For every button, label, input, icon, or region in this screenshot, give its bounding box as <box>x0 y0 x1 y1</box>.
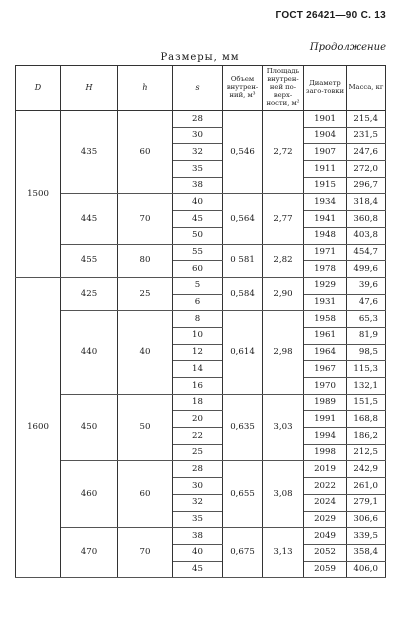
cell-mass: 318,4 <box>347 194 386 211</box>
cell-blank-diameter: 2059 <box>304 561 347 578</box>
cell-s: 40 <box>173 544 223 561</box>
cell-s: 5 <box>173 277 223 294</box>
cell-s: 35 <box>173 511 223 528</box>
cell-mass: 168,8 <box>347 411 386 428</box>
cell-blank-diameter: 1904 <box>304 127 347 144</box>
cell-mass: 296,7 <box>347 177 386 194</box>
cell-s: 30 <box>173 478 223 495</box>
cell-mass: 339,5 <box>347 528 386 545</box>
cell-mass: 360,8 <box>347 211 386 228</box>
col-header-mass: Масса, кг <box>347 66 386 111</box>
cell-h-flange: 60 <box>118 461 173 528</box>
cell-s: 12 <box>173 344 223 361</box>
cell-blank-diameter: 1978 <box>304 261 347 278</box>
cell-mass: 247,6 <box>347 144 386 161</box>
col-header-volume: Объем внутрен-ний, м³ <box>223 66 263 111</box>
cell-volume: 0,564 <box>223 194 263 244</box>
cell-area: 2,82 <box>263 244 304 277</box>
cell-h-flange: 70 <box>118 528 173 578</box>
cell-h-total: 455 <box>61 244 118 277</box>
cell-blank-diameter: 1901 <box>304 111 347 128</box>
cell-mass: 115,3 <box>347 361 386 378</box>
cell-blank-diameter: 2029 <box>304 511 347 528</box>
cell-mass: 499,6 <box>347 261 386 278</box>
table-row <box>16 394 386 411</box>
cell-blank-diameter: 1911 <box>304 161 347 178</box>
cell-h-total: 425 <box>61 277 118 310</box>
cell-s: 45 <box>173 561 223 578</box>
cell-mass: 39,6 <box>347 277 386 294</box>
cell-area: 2,98 <box>263 311 304 394</box>
cell-d: 1600 <box>16 277 61 577</box>
table-row <box>16 111 386 128</box>
cell-area: 2,77 <box>263 194 304 244</box>
table-row <box>16 461 386 478</box>
cell-s: 22 <box>173 428 223 445</box>
cell-volume: 0,635 <box>223 394 263 461</box>
cell-blank-diameter: 1929 <box>304 277 347 294</box>
cell-blank-diameter: 1989 <box>304 394 347 411</box>
cell-s: 38 <box>173 528 223 545</box>
cell-blank-diameter: 1970 <box>304 378 347 395</box>
cell-h-flange: 80 <box>118 244 173 277</box>
cell-volume: 0 581 <box>223 244 263 277</box>
cell-s: 38 <box>173 177 223 194</box>
cell-blank-diameter: 1964 <box>304 344 347 361</box>
cell-mass: 151,5 <box>347 394 386 411</box>
cell-s: 30 <box>173 127 223 144</box>
cell-h-total: 440 <box>61 311 118 394</box>
cell-blank-diameter: 2049 <box>304 528 347 545</box>
cell-blank-diameter: 1961 <box>304 327 347 344</box>
cell-blank-diameter: 1931 <box>304 294 347 311</box>
cell-volume: 0,614 <box>223 311 263 394</box>
cell-s: 6 <box>173 294 223 311</box>
cell-area: 2,72 <box>263 111 304 194</box>
cell-s: 45 <box>173 211 223 228</box>
cell-s: 14 <box>173 361 223 378</box>
cell-s: 35 <box>173 161 223 178</box>
table-row <box>16 244 386 261</box>
cell-blank-diameter: 2022 <box>304 478 347 495</box>
cell-h-total: 445 <box>61 194 118 244</box>
cell-mass: 215,4 <box>347 111 386 128</box>
table-row <box>16 311 386 328</box>
cell-mass: 261,0 <box>347 478 386 495</box>
cell-d: 1500 <box>16 111 61 278</box>
cell-s: 32 <box>173 144 223 161</box>
cell-s: 28 <box>173 461 223 478</box>
cell-blank-diameter: 2052 <box>304 544 347 561</box>
col-header-blank-diameter: Диаметр заго-товки <box>304 66 347 111</box>
cell-mass: 406,0 <box>347 561 386 578</box>
cell-s: 40 <box>173 194 223 211</box>
cell-s: 60 <box>173 261 223 278</box>
cell-mass: 47,6 <box>347 294 386 311</box>
dimensions-table <box>15 65 386 578</box>
table-row <box>16 528 386 545</box>
col-header-h-flange: h <box>118 66 173 111</box>
cell-s: 55 <box>173 244 223 261</box>
cell-s: 8 <box>173 311 223 328</box>
col-header-h-total: H <box>61 66 118 111</box>
cell-mass: 98,5 <box>347 344 386 361</box>
cell-h-flange: 70 <box>118 194 173 244</box>
cell-volume: 0,675 <box>223 528 263 578</box>
cell-volume: 0,655 <box>223 461 263 528</box>
cell-volume: 0,546 <box>223 111 263 194</box>
cell-mass: 231,5 <box>347 127 386 144</box>
cell-h-flange: 40 <box>118 311 173 394</box>
cell-area: 3,13 <box>263 528 304 578</box>
cell-area: 3,08 <box>263 461 304 528</box>
continuation-label: Продолжение <box>309 42 386 53</box>
cell-mass: 242,9 <box>347 461 386 478</box>
cell-blank-diameter: 1941 <box>304 211 347 228</box>
cell-mass: 272,0 <box>347 161 386 178</box>
table-row <box>16 194 386 211</box>
cell-blank-diameter: 2019 <box>304 461 347 478</box>
cell-mass: 65,3 <box>347 311 386 328</box>
cell-h-flange: 50 <box>118 394 173 461</box>
cell-blank-diameter: 1991 <box>304 411 347 428</box>
cell-blank-diameter: 1948 <box>304 227 347 244</box>
cell-s: 32 <box>173 494 223 511</box>
cell-mass: 403,8 <box>347 227 386 244</box>
cell-blank-diameter: 1934 <box>304 194 347 211</box>
table-body <box>16 111 386 578</box>
table-row <box>16 277 386 294</box>
cell-area: 3,03 <box>263 394 304 461</box>
cell-h-total: 460 <box>61 461 118 528</box>
page-header: ГОСТ 26421—90 С. 13 <box>275 10 386 21</box>
cell-mass: 212,5 <box>347 444 386 461</box>
cell-mass: 186,2 <box>347 428 386 445</box>
cell-s: 50 <box>173 227 223 244</box>
cell-area: 2,90 <box>263 277 304 310</box>
cell-blank-diameter: 1971 <box>304 244 347 261</box>
table-header-row <box>16 66 386 111</box>
cell-blank-diameter: 1958 <box>304 311 347 328</box>
cell-mass: 81,9 <box>347 327 386 344</box>
col-header-d: D <box>16 66 61 111</box>
cell-blank-diameter: 1967 <box>304 361 347 378</box>
cell-h-total: 470 <box>61 528 118 578</box>
cell-h-total: 435 <box>61 111 118 194</box>
cell-s: 10 <box>173 327 223 344</box>
cell-volume: 0,584 <box>223 277 263 310</box>
col-header-area: Площадь внутрен-ней по-верх-ности, м² <box>263 66 304 111</box>
cell-mass: 454,7 <box>347 244 386 261</box>
cell-blank-diameter: 1994 <box>304 428 347 445</box>
cell-s: 28 <box>173 111 223 128</box>
cell-s: 20 <box>173 411 223 428</box>
cell-blank-diameter: 1998 <box>304 444 347 461</box>
cell-mass: 279,1 <box>347 494 386 511</box>
cell-mass: 358,4 <box>347 544 386 561</box>
cell-mass: 132,1 <box>347 378 386 395</box>
cell-s: 16 <box>173 378 223 395</box>
cell-h-flange: 25 <box>118 277 173 310</box>
dimensions-caption: Размеры, мм <box>160 52 240 63</box>
cell-s: 18 <box>173 394 223 411</box>
cell-h-total: 450 <box>61 394 118 461</box>
cell-s: 25 <box>173 444 223 461</box>
cell-blank-diameter: 1915 <box>304 177 347 194</box>
col-header-s: s <box>173 66 223 111</box>
cell-blank-diameter: 2024 <box>304 494 347 511</box>
cell-blank-diameter: 1907 <box>304 144 347 161</box>
cell-h-flange: 60 <box>118 111 173 194</box>
cell-mass: 306,6 <box>347 511 386 528</box>
